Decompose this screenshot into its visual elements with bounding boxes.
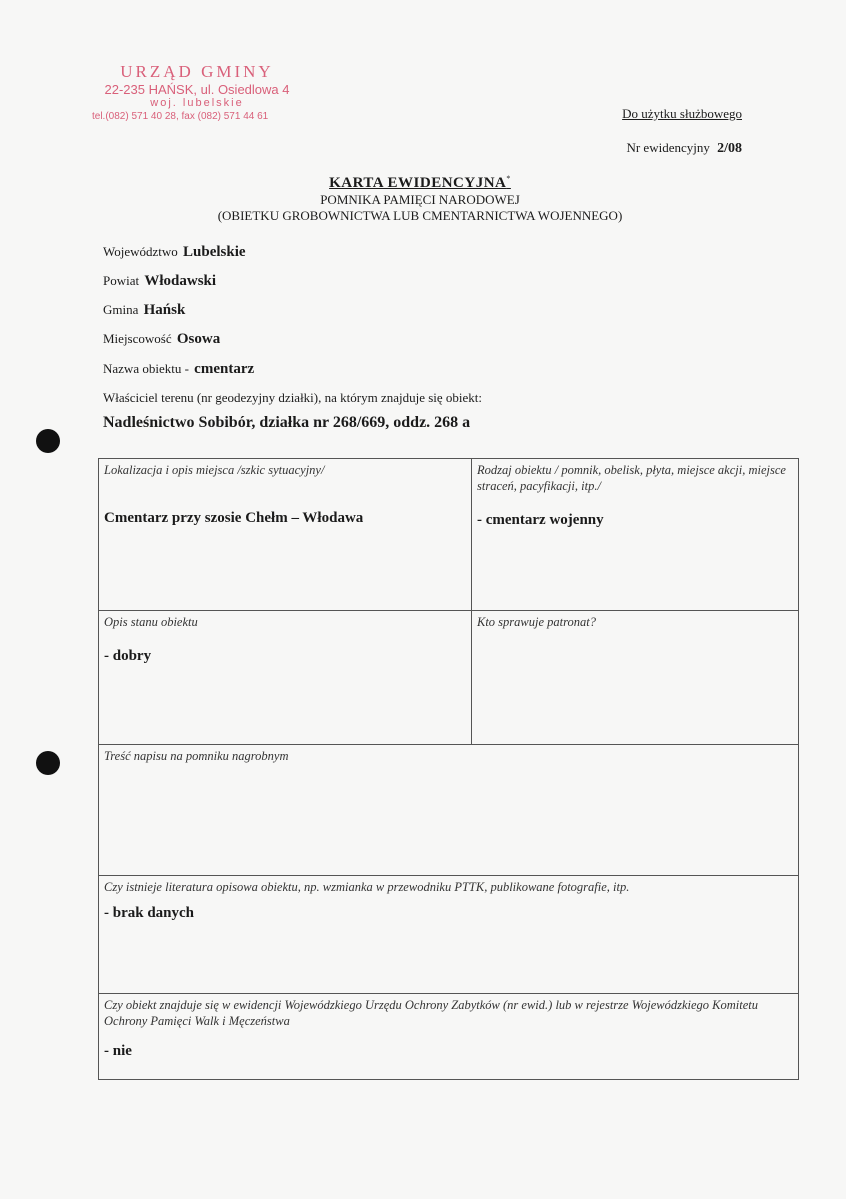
field-object-name-value: cmentarz [194, 361, 255, 377]
details-table [98, 458, 799, 1080]
field-locality [103, 331, 220, 348]
registry-number-label: Nr ewidencyjny [626, 140, 710, 155]
registry-label: Czy obiekt znajduje się w ewidencji Wojewódzkiego Urzędu Ochrony Zabytków (nr ewid.) lub w rejestrze Wojewódzkiego Komitetu Ochrony Pamięci Walk i Męczeństwa [104, 998, 758, 1028]
field-locality-value: Osowa [176, 331, 221, 347]
field-object-name [103, 361, 254, 378]
table-row [99, 611, 799, 745]
table-row [99, 876, 799, 994]
table-row [99, 994, 799, 1080]
punch-hole-top [36, 429, 60, 453]
location-cell [99, 459, 472, 611]
table-row [99, 745, 799, 876]
field-county [103, 273, 216, 290]
field-locality-label: Miejscowość [103, 331, 172, 346]
document-subtitle-2: (OBIETKU GROBOWNICTWA LUB CMENTARNICTWA WOJENNEGO) [217, 208, 623, 223]
literature-cell [99, 876, 799, 994]
field-commune-value: Hańsk [143, 302, 186, 318]
stamp-line-3: woj. lubelskie [150, 97, 244, 109]
literature-label: Czy istnieje literatura opisowa obiektu, np. wzmianka w przewodniku PTTK, publikowane fotografie, itp. [104, 880, 630, 894]
patron-label: Kto sprawuje patronat? [477, 615, 596, 629]
field-county-label: Powiat [103, 273, 140, 288]
stamp-line-1: URZĄD GMINY [120, 62, 274, 81]
table-row [99, 459, 799, 611]
field-owner-label: Właściciel terenu (nr geodezyjny działki), na którym znajduje się obiekt: [103, 390, 483, 405]
registry-value: - nie [104, 1043, 132, 1059]
field-owner-value: Nadleśnictwo Sobibór, działka nr 268/669, oddz. 268 a [103, 414, 471, 431]
type-cell [472, 459, 799, 611]
location-label: Lokalizacja i opis miejsca /szkic sytuacyjny/ [104, 463, 325, 477]
condition-value: - dobry [104, 648, 152, 664]
location-value: Cmentarz przy szosie Chełm – Włodawa [104, 510, 364, 526]
patron-cell [472, 611, 799, 745]
registry-number-value: 2/08 [717, 141, 742, 156]
field-object-name-label: Nazwa obiektu - [103, 361, 189, 376]
inscription-label: Treść napisu na pomniku nagrobnym [104, 749, 289, 763]
stamp-line-4: tel.(082) 571 40 28, fax (082) 571 44 61 [92, 111, 269, 122]
registry-number [626, 140, 742, 157]
field-voivodeship-value: Lubelskie [183, 244, 246, 260]
title-asterisk: * [506, 174, 511, 183]
document-title [100, 174, 740, 192]
field-commune [103, 302, 185, 319]
official-use-label: Do użytku służbowego [622, 106, 742, 121]
field-voivodeship-label: Województwo [103, 244, 178, 259]
type-label: Rodzaj obiektu / pomnik, obelisk, płyta, miejsce akcji, miejsce straceń, pacyfikacji, itp./ [477, 463, 786, 493]
punch-hole-bottom [36, 751, 60, 775]
office-stamp [92, 62, 302, 123]
stamp-line-2: 22-235 HAŃSK, ul. Osiedlowa 4 [104, 82, 290, 97]
inscription-cell [99, 745, 799, 876]
document-subtitle-1: POMNIKA PAMIĘCI NARODOWEJ [320, 192, 520, 207]
condition-label: Opis stanu obiektu [104, 615, 198, 629]
field-county-value: Włodawski [144, 273, 217, 289]
document-title-text: KARTA EWIDENCYJNA [329, 175, 507, 191]
literature-value: - brak danych [104, 905, 195, 921]
field-voivodeship [103, 244, 246, 261]
field-commune-label: Gmina [103, 302, 139, 317]
title-block [100, 174, 740, 224]
condition-cell [99, 611, 472, 745]
type-value: - cmentarz wojenny [477, 512, 604, 528]
registry-cell [99, 994, 799, 1080]
